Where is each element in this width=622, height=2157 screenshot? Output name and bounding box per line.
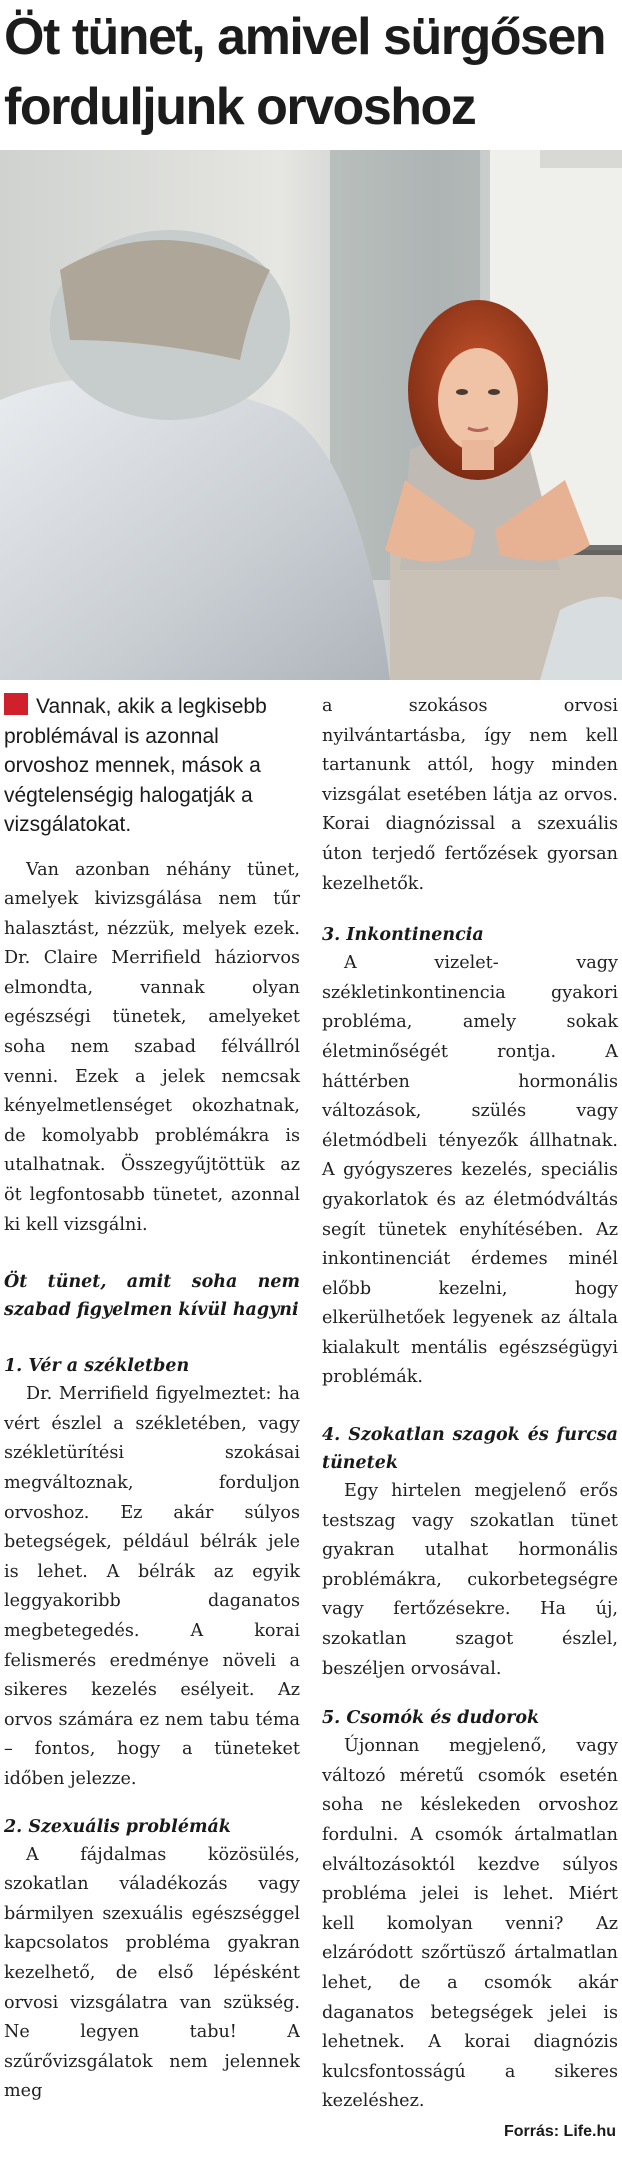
lead-text: Vannak, akik a legkisebb problémával is azonnal orvoshoz mennek, mások a végtelenségig halogatják a vizsgálatokat. bbox=[4, 695, 267, 836]
column-left bbox=[4, 692, 300, 2107]
item-4-title: 4. Szokatlan szagok és furcsa tünetek bbox=[322, 1425, 618, 1474]
item-2-text: A fájdalmas közösülés, szokatlan váladékozás vagy bármilyen szexuális egészséggel kapcsolatos probléma gyakran kezelhető, de első lépésként orvosi vizsgálatra van szükség. Ne legyen tabu! A szűrővizsgálatok nem jelennek meg bbox=[4, 1844, 300, 2102]
item-3-title: 3. Inkontinencia bbox=[322, 925, 484, 946]
item-5-text: Újonnan megjelenő, vagy változó méretű csomók esetén soha ne késlekeden orvoshoz fordulni. A csomók ártalmatlan elváltozásoktól kezdve súlyos probléma jelei is lehet. Miért kell komolyan venni? Az elzáródott szőrtüsző ártalmatlan lehet, de a csomók akár daganatos betegségek jelei is lehetnek. A korai diagnózis kulcsfontosságú a sikeres kezeléshez. bbox=[322, 1736, 618, 2112]
photo-illustration bbox=[0, 150, 622, 680]
item-4-text: Egy hirtelen megjelenő erős testszag vagy szokatlan tünet gyakran utalhat hormonális problémákra, cukorbetegségre vagy fertőzésekre. Ha új, szokatlan szagot észlel, beszéljen orvosával. bbox=[322, 1481, 618, 1679]
section-heading: Öt tünet, amit soha nem szabad figyelmen kívül hagyni bbox=[4, 1272, 300, 1321]
column-right bbox=[322, 692, 618, 2117]
item-3-text: A vizelet- vagy székletinkontinencia gyakori probléma, amely sokak életminőségét rontja. A háttérben hormonális változások, szülés vagy életmódbeli tényezők állhatnak. A gyógyszeres kezelés, speciális gyakorlatok és az életmódváltás segít tünetek enyhítésében. Az inkontinenciát érdemes minél előbb kezelni, hogy elkerülhetőek legyenek az általa kialakult mentális egészségügyi problémák. bbox=[322, 953, 618, 1388]
item-1-text: Dr. Merrifield figyelmeztet: ha vért észlel a székletében, vagy székletürítési szokásai megváltoznak, forduljon orvoshoz. Ez akár súlyos betegségek, például bélrák jele is lehet. A bélrák az egyik leggyakoribb daganatos megbetegedés. A korai felismerés eredménye növeli a sikeres kezelés esélyeit. Az orvos számára ez nem tabu téma – fontos, hogy a tüneteket időben jelezze. bbox=[4, 1384, 300, 1789]
item-1-title: 1. Vér a székletben bbox=[4, 1356, 190, 1377]
doctor-patient-photo bbox=[0, 150, 622, 680]
item-5-title: 5. Csomók és dudorok bbox=[322, 1708, 540, 1729]
lead-paragraph bbox=[4, 692, 300, 840]
source-credit: Forrás: Life.hu bbox=[503, 2123, 616, 2140]
intro-paragraph: Van azonban néhány tünet, amelyek kivizsgálása nem tűr halasztást, nézzük, melyek ezek. Dr. Claire Merrifield háziorvos elmondta, vannak olyan egészségi tünetek, amelyeket soha nem szabad félvállról venni. Ezek a jelek nemcsak kényelmetlenséget okozhatnak, de komolyabb problémákra is utalhatnak. Összegyűjtöttük az öt legfontosabb tünetet, azonnal ki kell vizsgálni. bbox=[4, 859, 300, 1235]
item-2-continued: a szokásos orvosi nyilvántartásba, így nem kell tartanunk attól, hogy minden vizsgálat esetében látja az orvos. Korai diagnózissal a szexuális úton terjedő fertőzések gyorsan kezelhetők. bbox=[322, 696, 618, 894]
headline: Öt tünet, amivel sürgősen forduljunk orvoshoz bbox=[4, 8, 606, 136]
item-2-title: 2. Szexuális problémák bbox=[4, 1816, 231, 1837]
red-square-icon bbox=[4, 693, 28, 715]
